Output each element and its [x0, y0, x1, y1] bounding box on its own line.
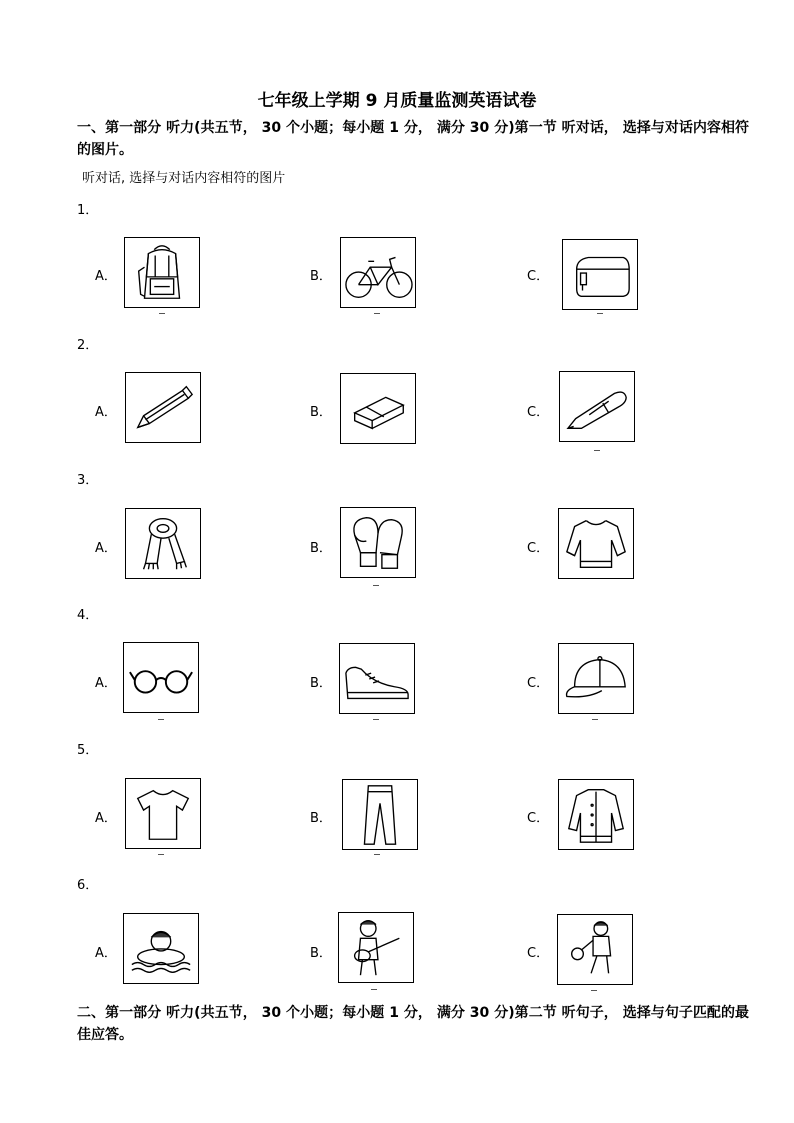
question-number: 5． [77, 743, 99, 758]
option-label: C． [527, 811, 550, 826]
pencil-case-icon[interactable] [562, 239, 638, 310]
pen-icon[interactable] [559, 371, 635, 442]
option-label: C． [527, 541, 550, 556]
exam-title: 七年级上学期 9 月质量监测英语试卷 [257, 91, 537, 111]
swimming-boy-icon[interactable] [123, 913, 199, 984]
guitar-boy-icon[interactable] [338, 912, 414, 983]
option-label: B． [310, 811, 332, 826]
sweater-icon[interactable] [558, 508, 634, 579]
option-label: A． [95, 269, 117, 284]
question-number: 6． [77, 878, 99, 893]
pencil-icon[interactable] [125, 372, 201, 443]
basketball-boy-icon[interactable] [557, 914, 633, 985]
boxing-gloves-icon[interactable] [340, 507, 416, 578]
bicycle-icon[interactable] [340, 237, 416, 308]
option-label: B． [310, 269, 332, 284]
cap-icon[interactable] [558, 643, 634, 714]
question-number: 3． [77, 473, 99, 488]
option-label: A． [95, 811, 117, 826]
option-label: A． [95, 946, 117, 961]
option-label: A． [95, 405, 117, 420]
jacket-icon[interactable] [558, 779, 634, 850]
glasses-icon[interactable] [123, 642, 199, 713]
option-label: C． [527, 269, 550, 284]
section-one-instruction: 听对话, 选择与对话内容相符的图片 [82, 171, 286, 186]
option-label: C． [527, 405, 550, 420]
backpack-icon[interactable] [124, 237, 200, 308]
sneaker-icon[interactable] [339, 643, 415, 714]
option-label: B． [310, 541, 332, 556]
option-label: B． [310, 676, 332, 691]
option-label: A． [95, 541, 117, 556]
option-label: A． [95, 676, 117, 691]
option-label: B． [310, 946, 332, 961]
option-label: C． [527, 676, 550, 691]
scarf-icon[interactable] [125, 508, 201, 579]
eraser-icon[interactable] [340, 373, 416, 444]
t-shirt-icon[interactable] [125, 778, 201, 849]
trousers-icon[interactable] [342, 779, 418, 850]
section-one-heading: 一、第一部分 听力(共五节， 30 个小题；每小题 1 分， 满分 30 分)第一节 听对话， 选择与对话内容相符的图片。 [77, 120, 749, 158]
question-number: 4． [77, 608, 99, 623]
question-number: 2． [77, 338, 99, 353]
section-two-heading: 二、第一部分 听力(共五节， 30 个小题；每小题 1 分， 满分 30 分)第二节 听句子， 选择与句子匹配的最佳应答。 [77, 1005, 749, 1043]
option-label: B． [310, 405, 332, 420]
question-number: 1． [77, 203, 99, 218]
option-label: C． [527, 946, 550, 961]
